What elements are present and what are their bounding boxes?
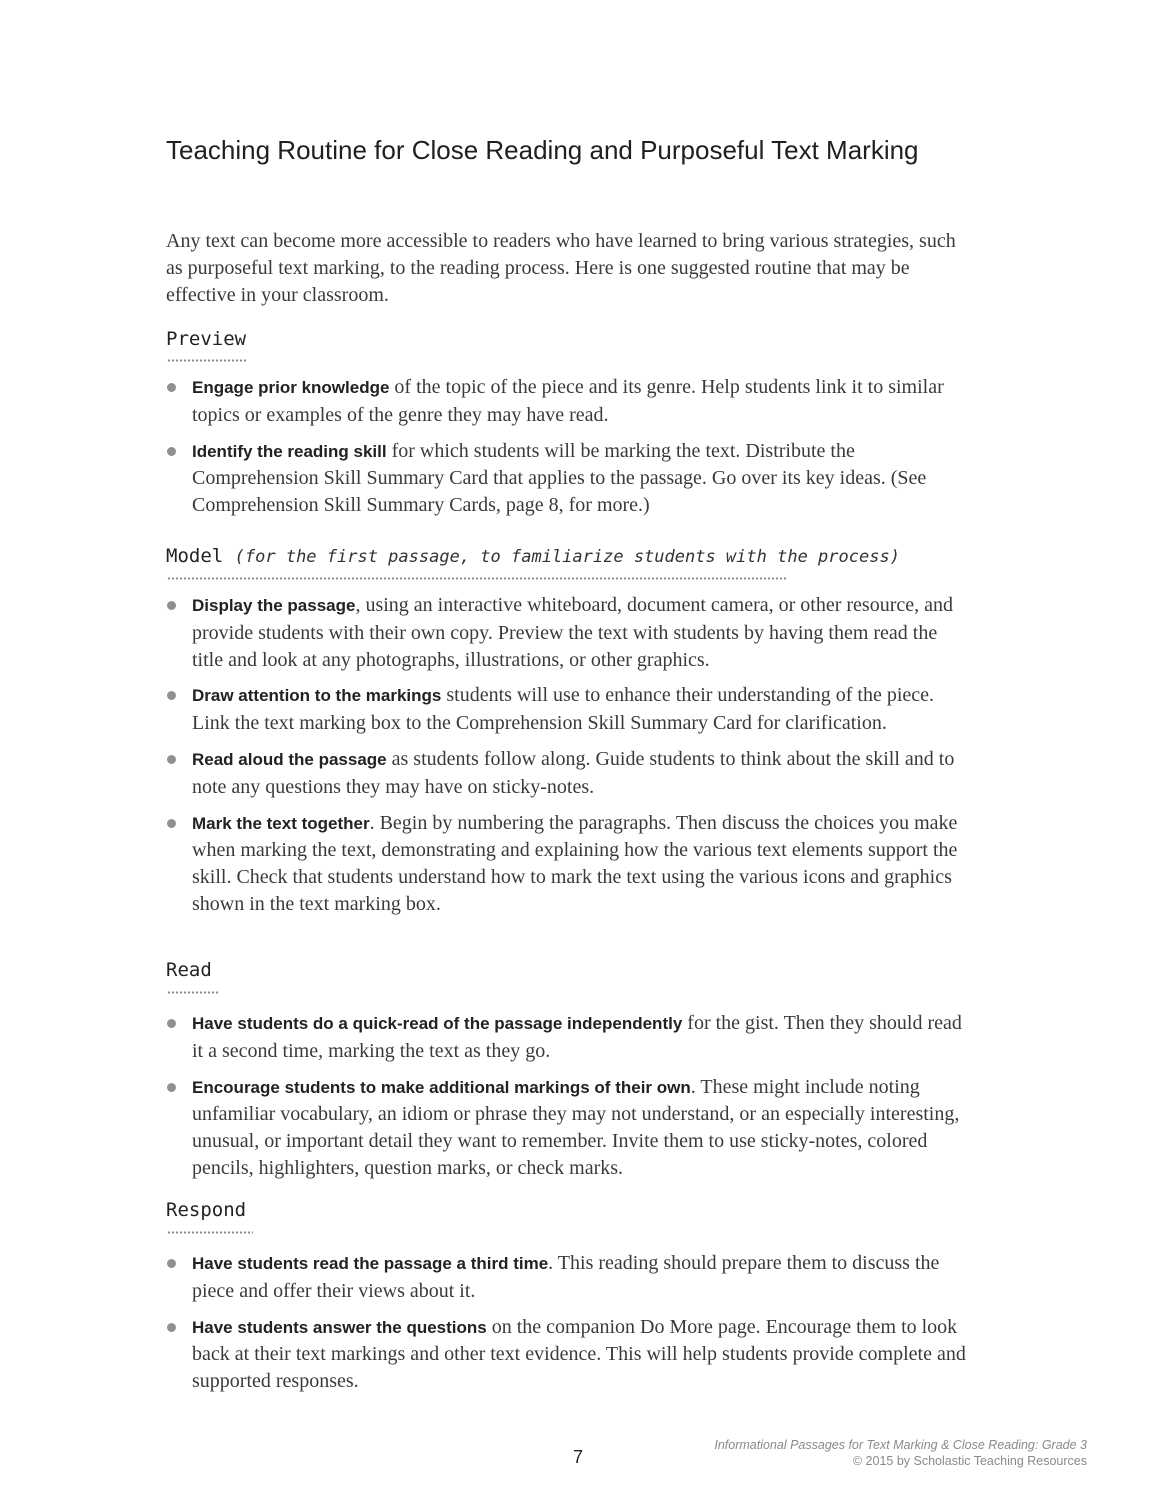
- list-item: [166, 1074, 966, 1182]
- model-list: [166, 592, 966, 927]
- item-text: of the topic of the piece and its genre. Help students link it to similar topics or examples of the genre they may have read.: [192, 376, 944, 426]
- respond-list: [166, 1250, 966, 1404]
- item-lead: Identify the reading skill: [192, 441, 387, 461]
- heading-dotted-rule: [167, 359, 247, 362]
- heading-dotted-rule: [167, 1231, 253, 1234]
- list-item: [166, 438, 966, 519]
- item-lead: Read aloud the passage: [192, 749, 387, 769]
- list-item: [166, 810, 966, 918]
- item-lead: Draw attention to the markings: [192, 686, 442, 706]
- list-item: [166, 1314, 966, 1395]
- list-item: [166, 374, 966, 429]
- footer-copyright: © 2015 by Scholastic Teaching Resources: [852, 1454, 1087, 1468]
- item-text: . Begin by numbering the paragraphs. Then discuss the choices you make when marking the text, demonstrating and explaining how the various text elements support the skill. Check that students understand how to mark the text using the various icons and graphics shown in the text marking box.: [192, 811, 958, 915]
- item-text: students will use to enhance their understanding of the piece. Link the text marking box to the Comprehension Skill Summary Card for clarification.: [192, 684, 935, 735]
- footer-book-title: Informational Passages for Text Marking & Close Reading: Grade 3: [714, 1438, 1087, 1452]
- section-subheading: (for the first passage, to familiarize students with the process): [234, 547, 900, 567]
- page-number: 7: [572, 1447, 583, 1467]
- section-heading-text: Respond: [166, 1199, 247, 1221]
- item-text: on the companion Do More page. Encourage them to look back at their text markings and other text evidence. This will help students provide complete and supported responses.: [192, 1315, 966, 1393]
- item-text: for which students will be marking the text. Distribute the Comprehension Skill Summary Card that applies to the passage. Go over its key ideas. (See Comprehension Skill Summary Cards, page 8, for more.): [192, 439, 927, 517]
- item-lead: Have students do a quick-read of the passage independently: [192, 1014, 683, 1033]
- list-item: [166, 1250, 966, 1305]
- preview-list: [166, 374, 966, 528]
- section-heading-text: Read: [166, 959, 212, 981]
- list-item: [166, 592, 966, 673]
- section-heading-text: Model: [166, 545, 224, 567]
- page-footer: [714, 1437, 1087, 1469]
- read-list: [166, 1010, 966, 1191]
- item-text: as students follow along. Guide students to think about the skill and to note any questions they may have on sticky-notes.: [192, 747, 955, 798]
- item-lead: Mark the text together: [192, 813, 370, 833]
- section-heading-model: [166, 543, 900, 570]
- item-lead: Encourage students to make additional markings of their own: [192, 1077, 691, 1097]
- section-heading-preview: [166, 326, 246, 352]
- section-heading-respond: [166, 1197, 246, 1223]
- item-text: , using an interactive whiteboard, document camera, or other resource, and provide students with their own copy. Preview the text with students by having them read the title and look at any photographs, illustrations, or other graphics.: [192, 594, 954, 671]
- heading-dotted-rule: [167, 577, 787, 580]
- item-lead: Display the passage: [192, 596, 356, 615]
- item-lead: Engage prior knowledge: [192, 378, 390, 397]
- item-text: for the gist. Then they should read it a second time, marking the text as they go.: [192, 1012, 962, 1062]
- item-lead: Have students read the passage a third time: [192, 1254, 549, 1273]
- list-item: [166, 682, 966, 737]
- section-heading-read: [166, 957, 212, 983]
- item-text: . This reading should prepare them to discuss the piece and offer their views about it.: [192, 1252, 940, 1302]
- intro-paragraph: Any text can become more accessible to readers who have learned to bring various strategies, such as purposeful text marking, to the reading process. Here is one suggested routine that may be effective in your classroom.: [166, 230, 956, 306]
- heading-dotted-rule: [167, 991, 219, 994]
- page-title: Teaching Routine for Close Reading and Purposeful Text Marking: [166, 135, 919, 165]
- item-lead: Have students answer the questions: [192, 1317, 487, 1337]
- list-item: [166, 1010, 966, 1065]
- list-item: [166, 746, 966, 801]
- item-text: . These might include noting unfamiliar vocabulary, an idiom or phrase they may not understand, or an especially interesting, unusual, or important detail they want to remember. Invite them to use sticky-notes, colored pencils, highlighters, question marks, or check marks.: [192, 1075, 960, 1179]
- section-heading-text: Preview: [166, 328, 247, 350]
